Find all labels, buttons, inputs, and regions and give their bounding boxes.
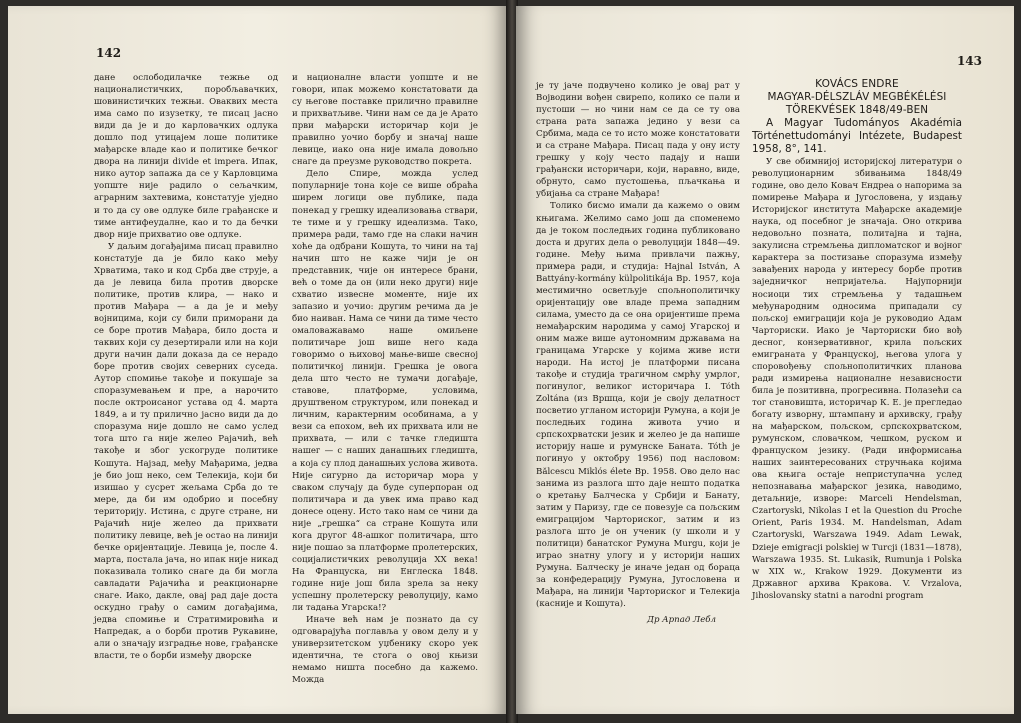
paragraph: У све обимнијој историјској литератури о револуционарним збивањима 1848/49 године, ово дело Ковач Ендреа о напорима за помирење Мађара и Југословена, у издању Историјског института Мађарске академије наука, од посебног је значаја. Оно открива недовољно позната, политајна и тајна, закулисна стремљења дипломатског и војног карактера за постизање споразума између завађених народа у интересу борбе против заједничког непријатеља. Најупорнији носиоци тих стремљења у тадашњем међународним односима припадали су пољској емиграцији која је руководио Адам Чарториски. Иако је Чарториски био вођ десног, конзервативног, крила пољских емиграната у Француској, његова улога у споровођењу спољнополитичких планова ради измирења националне независности била је позитивна, прогресивна. Полазећи са тог становишта, историчар К. Е. је прегледао богату изворну, штампану и архивску, грађу на мађарском, пољском, српскохрватском, румунском, словачком, чешком, руском и француском језику. (Ради информисања наших заинтересованих стручњака којима ова књига остаје неприступачна услед непознавања мађарског језика, наводимо, детаљније, изворе: Marceli Hendelsman, Czartoryski, Nikolas I et la Question du Proche Orient, Paris 1934. M. Handelsman, Adam Czartoryski, Warszawa 1949. Adam Lewak, Dzieje emigracji polskiej w Turcji (1831—1878), Warszawa 1935. St. Lukasik, Rumunja i Polska w XIX w., Krakow 1929. Документи из Државног архива Кракова. V. Vrzalova, Jihoslovansky statni a narodni program: [752, 157, 962, 601]
review-body: [752, 117, 962, 602]
text-column-1: [94, 72, 278, 662]
paragraph: Дело Спире, можда услед популарније тона које се више обраћа ширем логици ове публике, пада понекад у грешку идеализовања ствари, те тиме и у грешку идеализма. Тако, примера ради, тамо где на слаки начин хоће да одбрани Кошута, то чини на тај начин што не каже чији је он представник, чије он интересе брани, већ о томе да он (или неко други) није схватио извесне моменте, није их запазио и уочио: другим речима да је био наиван. Нама се чини да тиме често омаловажавамо наше омиљене политичаре још више него када говоримо о њиховој мање-више свесној политичкој линији. Грешка је овога дела што често не тумачи догађаје, ставове, платформе, условима, друштвеном структуром, или понекад и личним, карактерним особинама, а у вези са епохом, већ их прихвата или не прихвата, — или с тачке гледишта нашег — с наших данашњих гледишта, а која су плод данашњих услова живота. Није сигурно да историчар мора у сваком случају да буде суперпоран од политичара и да увек има право кад донесе оцену. Исто тако нам се чини да није „грешка“ са стране Кошута или кога другог 48-ашког политичара, што није пошао за платформе пролетерских, социјалистичких револуција XX века! На Француска, ни Енглеска 1848. године није још била зрела за неку успешну пролетерску револуцију, камо ли тадања Угарска!?: [292, 169, 478, 614]
review-title-line: MAGYAR-DÉLSZLÁV MEGBÉKÉLÉSI: [767, 91, 947, 103]
paragraph: У даљим догађајима писац правилно констатује да је било како међу Хрватима, тако и код Срба две струје, а да је левица била против дворске политике, против клира, — нако и против Мађара — а да је и међу војницима, који су били приморани да се боре против Мађара, било доста и таквих који су дезертирали или на који други начин дали доказа да се нерадо боре против својих северних суседа. Аутор спомиње такође и покушаје за споразумевањем и пре, а нарочито после октроисаног устава од 4. марта 1849, а и ту прилично јасно види да до споразума није дошло не само услед тога што га није желео Рајачић, већ такође и због ускогруде политике Кошута. Најзад, међу Мађарима, једва је био још неко, сем Телекија, који би изишао у сусрет жељама Срба до те мере, да би им одобрио и посебну територију. Истина, с друге стране, ни Рајачић није желео да прихвати политику левице, већ је остао на линији бечке оријентације. Левица је, после 4. марта, постала јача, но ипак није никад показивала толико снаге да би могла савладати Рајачића и реакционарне снаге. Иако, дакле, овај рад даје доста оскудно грађу о самим догађајима, једва спомиње и Стратимировића и Напредак, а о борби против Рукавине, али о значају изградње нове, грађанске власти, те о борби између дворске: [94, 241, 278, 662]
paragraph: дане ослободилачке тежње од националистичких, поробљавачких, шовинистичких тежњи. Оваквих места има само по изузетку, те писац јасно види да је и до карловачких одлука дошло под утицајем лоше политике мађарске владе као и политике бечког двора на линији divide et impera. Ипак, нико аутор запажа да се у Карловцима уопште није радило о сељачким, аграрним захтевима, констатује уједно и то да су ове одлуке биле грађанске и тиме антифеудалне, као и то да бечки двор није прихватио ове одлуке.: [94, 73, 278, 240]
review-author: KOVÁCS ENDRE: [815, 78, 899, 90]
paragraph: и националне власти уопште и не говори, ипак можемо констатовати да су његове поставке прилично правилне и прихватљиве. Чини нам се да је Арато први мађарски историчар који је правилно уочио борбу и значај наше левице, иако она није имала довољно снаге да преузме руководство покрета.: [292, 73, 478, 168]
left-page: [8, 6, 508, 714]
paragraph: Толико бисмо имали да кажемо о овим књигама. Желимо само још да споменемо да је током последњих година публиковано доста и других дела о револуцији 1848—49. године. Међу њима привлачи пажњу, примера ради, и студија: Hajnal István, A Battyány-kormány külpolitikája Bp. 1957, која местимично осветљује спољнополитичку оријентацију ове владе према западним силама, уместо да се она оријентише према немађарским народима у самој Угарској и оним маже више аутономним државама на границама Угарске у којима живе исти народи. На истој је платформи писана такође и студија трагичном смрћу умрлог, погинулог, великог историчара I. Tóth Zoltána (из Вршца, који је своју делатност посветио угланом историји Румуна, а који је последњих година живота учио и српскохрватски језик и желео је да напише историју наше и румунске Баната. Tóth је погинуо у октобру 1956) под насловом: Bălcescu Miklós élete Bp. 1958. Ово дело нас занима из разлога што даје нешто податка о кретању Балческа у Србији и Банату, затим у Паризу, где се повезује са пољским емиграцијом Чарториског, затим и из разлога што је он ученик (у школи и у политици) банатског Румуна Murgu, који је играо знатну улогу и у историји наших Румуна. Балческу је иначе један од бораца за конфедерацију Румуна, Југословена и Мађара, на линији Чарториског и Телекија (касније и Кошута).: [536, 201, 740, 610]
review-source: A Magyar Tudományos Akadémia Történettudományi Intézete, Budapest 1958, 8°, 141.: [752, 117, 962, 155]
text-column-2: [292, 72, 478, 686]
page-number: 142: [96, 46, 122, 60]
paragraph: Иначе већ нам је познато да су одговарајућа поглавља у овом делу и у универзитетском уџбенику скоро уек идентична, те стога о овој књизи немамо ништа посебно да кажемо. Можда: [292, 615, 478, 686]
author-signature: Др Арпад Лебл: [646, 615, 716, 626]
right-page: [516, 6, 1014, 714]
page-number: 143: [956, 54, 982, 68]
review-column: [752, 78, 962, 602]
paragraph: је ту јаче подвучено колико је овај рат у Војводини вођен свирепо, колико се пали и пустоши — но чини нам се да се ту ова страна рата запажа једино у вези са Србима, мада се то исто може констатовати и са стране Мађара. Писац пада у ону исту грешку у коју често падају и наши грађански историчари, који, наравно, виде, обрнуто, само пустошења, пљачкања и убијања са стране Мађара!: [536, 81, 740, 200]
review-title-line: TÖREKVÉSEK 1848/49-BEN: [785, 104, 929, 116]
text-column-1: [536, 80, 740, 626]
review-heading: [752, 78, 962, 117]
